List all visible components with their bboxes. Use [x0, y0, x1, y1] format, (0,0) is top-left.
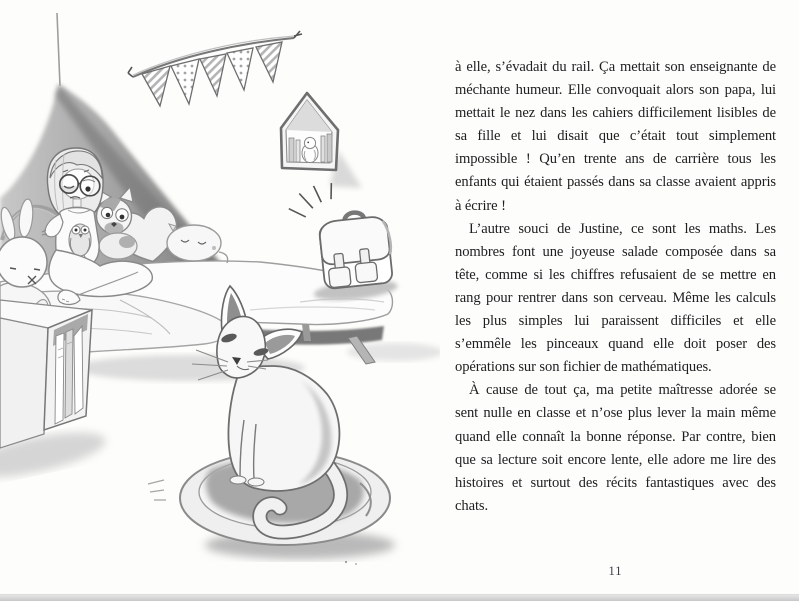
pencil-scratches — [148, 480, 166, 500]
sleeping-plush — [167, 224, 228, 263]
paragraph: L’autre souci de Justine, ce sont les maths. Les nombres font une joyeuse salade composée dans sa tête, comme si les chiffres refusaient de se mettre en rang pour rentrer dans son cerveau. Même les calculs les plus simples lui paraissent difficiles et elle s’emmêle les pinceaux quand elle doit poser des opérations sur son fichier de mathématiques. — [455, 220, 776, 376]
book — [55, 333, 64, 424]
garland-tie — [128, 67, 133, 77]
page-bottom-edge — [0, 594, 799, 601]
paragraph: À cause de tout ça, ma petite maîtresse adorée se sent nulle en classe et n’ose plus lever la main même quand elle connaît la bonne réponse. Par contre, bien que sa lecture soit encore lente, elle adore me lire des histoires et surtout des récits fantastiques avec des chats. — [455, 382, 776, 514]
satchel-pocket — [355, 262, 378, 283]
flag-striped — [256, 42, 282, 82]
shelf-book — [321, 136, 325, 162]
satchel-pocket — [328, 267, 351, 288]
story-text — [455, 56, 776, 518]
flag-striped — [200, 54, 226, 96]
shelf-book — [327, 134, 332, 162]
satchel-flap — [318, 216, 390, 266]
shelf-book — [289, 138, 294, 162]
emphasis-lines — [287, 183, 335, 219]
bunting-garland — [128, 31, 302, 106]
flag-dotted — [171, 59, 199, 104]
house-shelf — [281, 93, 362, 188]
page-number: 11 — [608, 564, 623, 578]
cube-bookshelf — [0, 300, 92, 448]
book — [74, 326, 83, 414]
eye — [85, 186, 90, 191]
garland-tie — [294, 31, 302, 38]
right-page — [440, 0, 799, 601]
shelf-bird-figure — [302, 137, 318, 162]
shelf-book — [296, 140, 300, 162]
paragraph: à elle, s’évadait du rail. Ça mettait son enseignante de méchante humeur. Elle convoquait alors son papa, lui mettait le nez dans les cahiers difficilement lisibles de sa fille et lui disait que c’était tout simplement impossible ! Qu’en trente ans de carrière tous les enfants qui étaient passés dans sa classe avaient appris à écrire ! — [455, 59, 776, 214]
flag-dotted — [227, 48, 253, 90]
